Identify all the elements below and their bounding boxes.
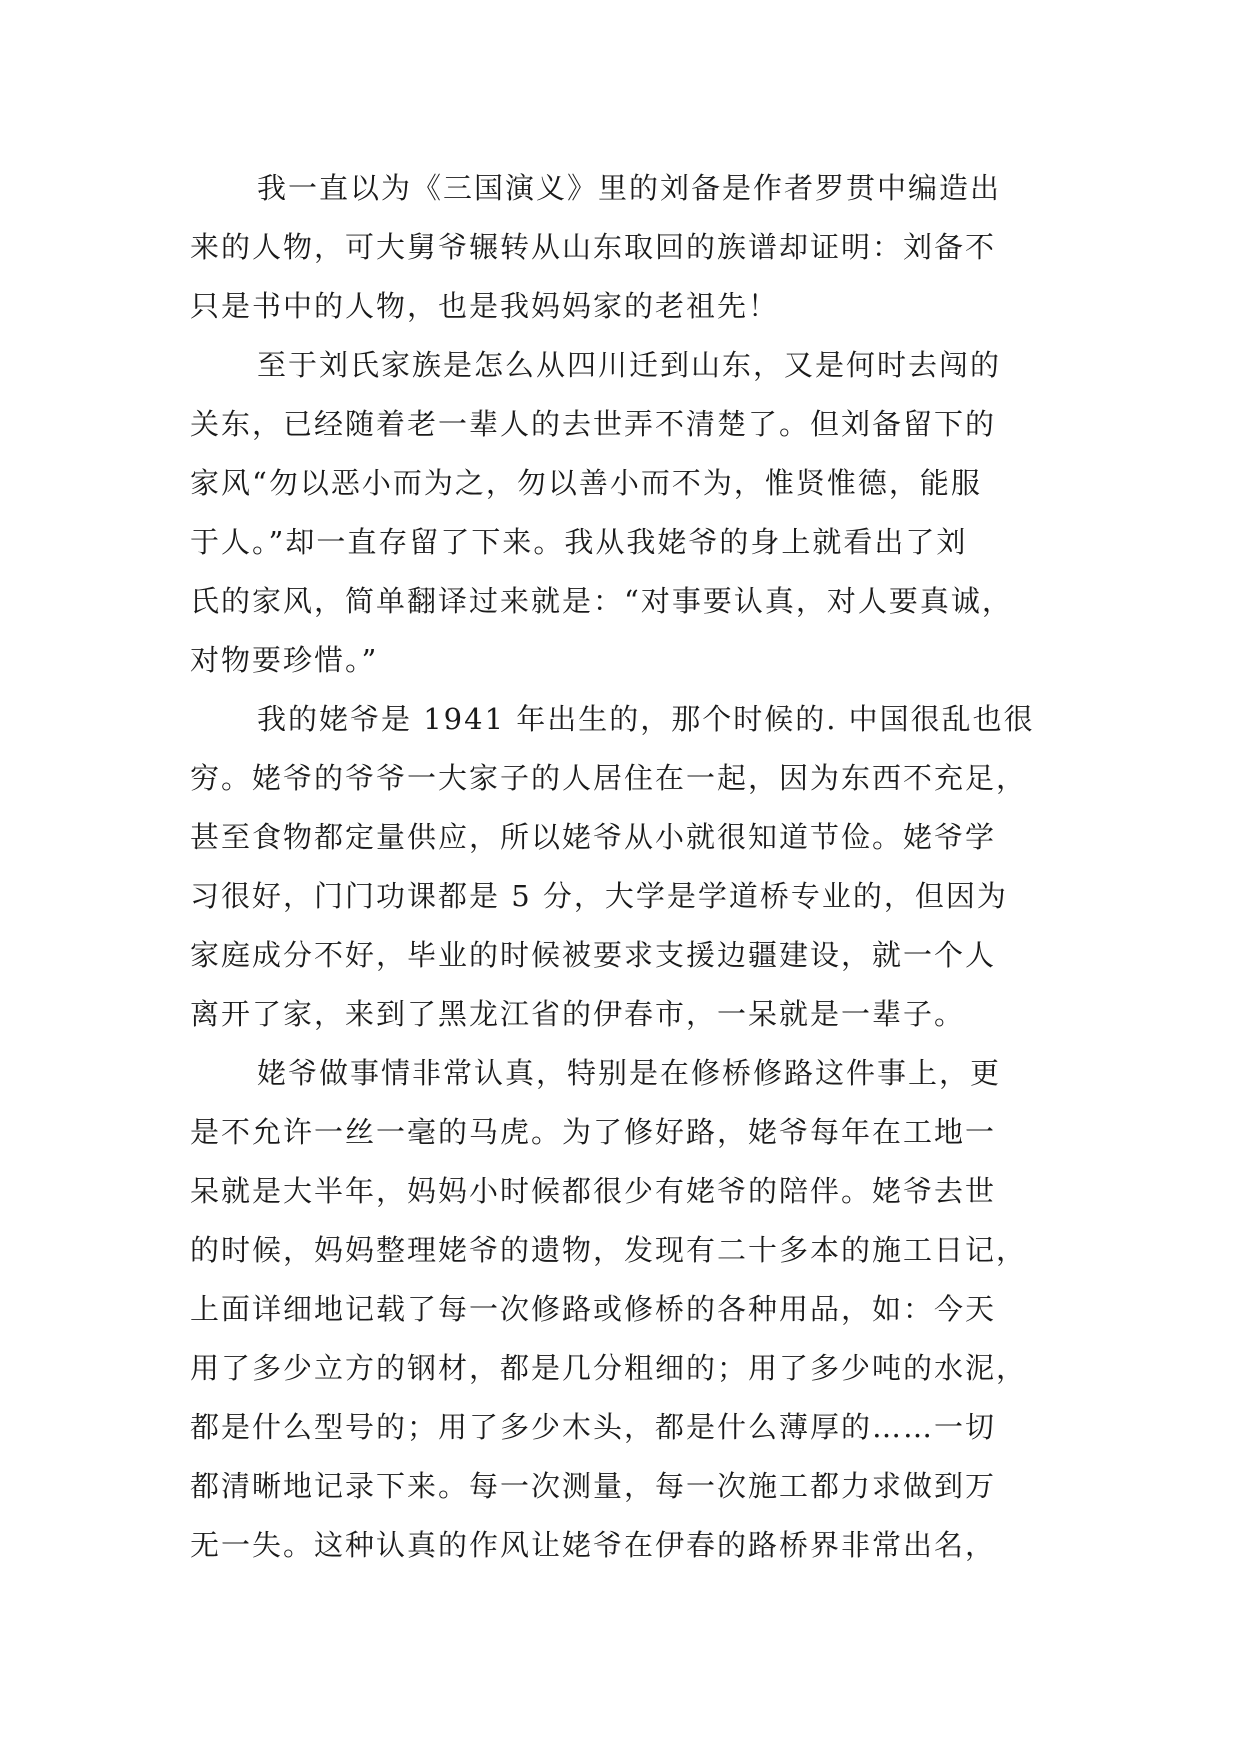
body-text	[190, 159, 1070, 1575]
text-line: 关东，已经随着老一辈人的去世弄不清楚了。但刘备留下的	[190, 407, 997, 441]
text-line: 呆就是大半年，妈妈小时候都很少有姥爷的陪伴。姥爷去世	[190, 1174, 997, 1208]
text-line: 无一失。这种认真的作风让姥爷在伊春的路桥界非常出名，	[190, 1528, 997, 1562]
paragraph	[190, 1044, 1070, 1575]
text-line: 都是什么型号的；用了多少木头，都是什么薄厚的……一切	[190, 1410, 997, 1444]
text-line: 甚至食物都定量供应，所以姥爷从小就很知道节俭。姥爷学	[190, 820, 997, 854]
text-line: 都清晰地记录下来。每一次测量，每一次施工都力求做到万	[190, 1469, 997, 1503]
text-line: 的时候，妈妈整理姥爷的遗物，发现有二十多本的施工日记，	[190, 1233, 1028, 1267]
text-line: 氏的家风，简单翻译过来就是：“对事要认真，对人要真诚，	[190, 584, 1013, 618]
text-line: 用了多少立方的钢材，都是几分粗细的；用了多少吨的水泥，	[190, 1351, 1028, 1385]
text-line: 上面详细地记载了每一次修路或修桥的各种用品，如：今天	[190, 1292, 997, 1326]
text-line: 是不允许一丝一毫的马虎。为了修好路，姥爷每年在工地一	[190, 1115, 997, 1149]
text-line: 姥爷做事情非常认真，特别是在修桥修路这件事上，更	[257, 1056, 1002, 1090]
paragraph	[190, 336, 1070, 690]
text-line: 只是书中的人物，也是我妈妈家的老祖先！	[190, 289, 780, 323]
text-line: 离开了家，来到了黑龙江省的伊春市，一呆就是一辈子。	[190, 997, 966, 1031]
text-line: 至于刘氏家族是怎么从四川迁到山东，又是何时去闯的	[257, 348, 1002, 382]
text-line: 我一直以为《三国演义》里的刘备是作者罗贯中编造出	[257, 171, 1002, 205]
paragraph	[190, 159, 1070, 336]
text-line: 对物要珍惜。”	[190, 643, 379, 677]
text-line: 我的姥爷是 1941 年出生的，那个时候的. 中国很乱也很	[257, 702, 1035, 736]
text-line: 穷。姥爷的爷爷一大家子的人居住在一起，因为东西不充足，	[190, 761, 1028, 795]
text-line: 习很好，门门功课都是 5 分，大学是学道桥专业的，但因为	[190, 879, 1008, 913]
text-line: 家风“勿以恶小而为之，勿以善小而不为，惟贤惟德，能服	[190, 466, 982, 500]
text-line: 家庭成分不好，毕业的时候被要求支援边疆建设，就一个人	[190, 938, 997, 972]
text-line: 于人。”却一直存留了下来。我从我姥爷的身上就看出了刘	[190, 525, 968, 559]
paragraph	[190, 690, 1070, 1044]
text-line: 来的人物，可大舅爷辗转从山东取回的族谱却证明：刘备不	[190, 230, 997, 264]
